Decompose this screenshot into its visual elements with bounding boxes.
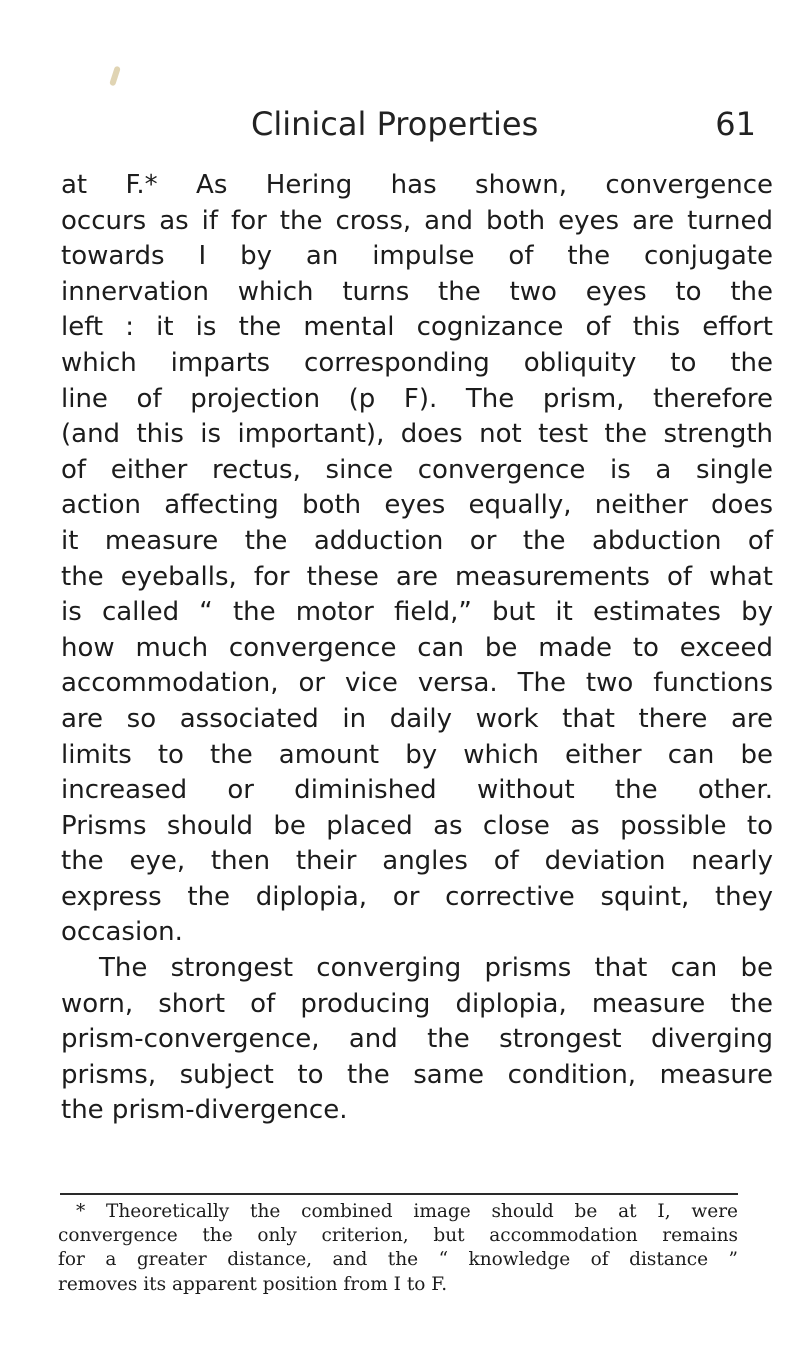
footnote-rule xyxy=(60,1193,738,1195)
body-line: Prisms should be placed as close as possible to xyxy=(61,810,773,841)
footnote xyxy=(58,1200,738,1297)
footnote-line: convergence the only criterion, but accommodation remains xyxy=(58,1225,738,1247)
body-text xyxy=(61,168,773,1129)
footnote-line: for a greater distance, and the “ knowledge of distance ” xyxy=(58,1249,738,1271)
body-line: occurs as if for the cross, and both eyes are turned xyxy=(61,205,773,236)
page-number: 61 xyxy=(715,105,756,143)
body-line: the eyeballs, for these are measurements of what xyxy=(61,561,773,592)
body-line: how much convergence can be made to exceed xyxy=(61,632,773,663)
body-line: occasion. xyxy=(61,917,183,948)
body-line: are so associated in daily work that there are xyxy=(61,703,773,734)
footnote-line: removes its apparent position from I to F. xyxy=(58,1273,448,1295)
body-line: (and this is important), does not test the strength xyxy=(61,419,773,450)
body-line: prisms, subject to the same condition, measure xyxy=(61,1059,773,1090)
paper-blemish xyxy=(109,66,121,87)
body-line: worn, short of producing diplopia, measure the xyxy=(61,988,773,1019)
body-line: limits to the amount by which either can be xyxy=(61,739,773,770)
body-line: at F.* As Hering has shown, convergence xyxy=(61,170,773,200)
body-line: of either rectus, since convergence is a single xyxy=(61,454,773,485)
running-header xyxy=(251,98,756,150)
running-title: Clinical Properties xyxy=(251,105,539,143)
body-line: which imparts corresponding obliquity to the xyxy=(61,347,773,378)
body-line: action affecting both eyes equally, neither does xyxy=(61,490,773,521)
body-line: line of projection (p F). The prism, therefore xyxy=(61,383,773,414)
body-line: prism-convergence, and the strongest diverging xyxy=(61,1024,773,1055)
body-line: towards I by an impulse of the conjugate xyxy=(61,241,773,272)
body-line: left : it is the mental cognizance of this effort xyxy=(61,312,773,343)
footnote-line: * Theoretically the combined image should be at I, were xyxy=(76,1201,738,1222)
body-line: is called “ the motor field,” but it estimates by xyxy=(61,597,773,628)
body-line: increased or diminished without the other. xyxy=(61,775,773,806)
body-line: The strongest converging prisms that can be xyxy=(99,953,773,984)
body-line: it measure the adduction or the abduction of xyxy=(61,525,773,556)
body-line: the eye, then their angles of deviation nearly xyxy=(61,846,773,877)
body-line: express the diplopia, or corrective squint, they xyxy=(61,881,773,912)
body-line: accommodation, or vice versa. The two functions xyxy=(61,668,773,699)
body-line: innervation which turns the two eyes to the xyxy=(61,276,773,307)
body-line: the prism-divergence. xyxy=(61,1095,348,1126)
